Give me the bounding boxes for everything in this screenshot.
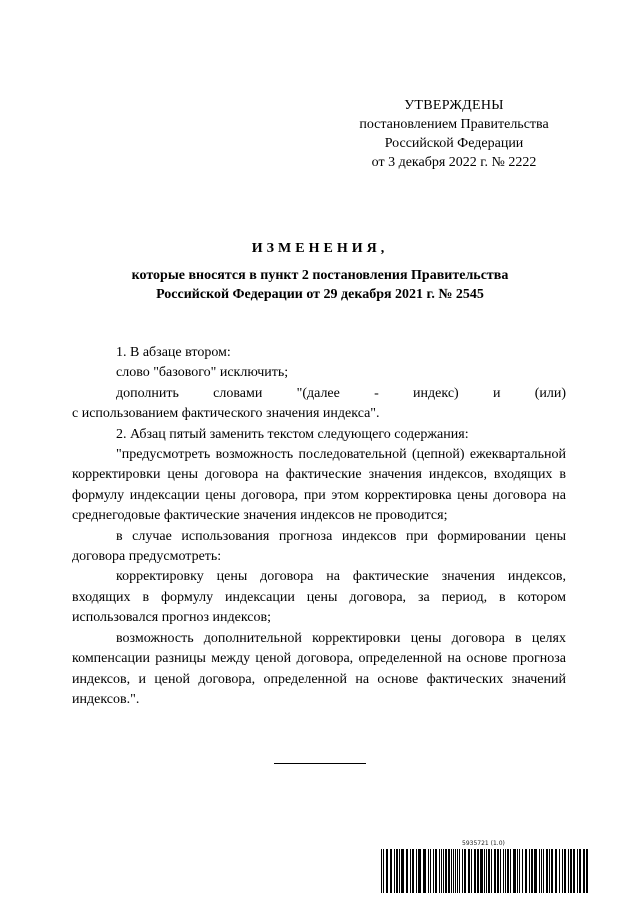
approval-heading: УТВЕРЖДЕНЫ xyxy=(404,98,504,113)
barcode-icon xyxy=(380,849,590,893)
paragraph: слово "базового" исключить; xyxy=(116,365,289,381)
document-body xyxy=(72,343,566,710)
subtitle-line: Российской Федерации от 29 декабря 2021 г. № 2545 xyxy=(156,287,484,302)
document-subtitle xyxy=(70,266,570,304)
paragraph: возможность дополнительной корректировки цены договора в целях компенсации разницы между ценой договора, определенной на основе прогноза индексов, и ценой договора, определенной на основе фактических значений индексов.". xyxy=(72,630,566,707)
approval-date-number: от 3 декабря 2022 г. № 2222 xyxy=(371,155,537,170)
paragraph: "предусмотреть возможность последовательной (цепной) ежеквартальной корректировки цены договора на фактические значения индексов, входящих в формулу индексации цены договора, при этом корректировка цены договора на среднегодовые фактические значения индексов не проводится; xyxy=(72,447,566,524)
paragraph: в случае использования прогноза индексов при формировании цены договора предусмотреть: xyxy=(72,528,566,565)
subtitle-line: которые вносятся в пункт 2 постановления Правительства xyxy=(131,268,509,283)
approval-line: постановлением Правительства xyxy=(359,117,549,132)
paragraph: корректировку цены договора на фактические значения индексов, входящих в формулу индексации цены договора, за период, в котором использовался прогноз индексов; xyxy=(72,569,566,626)
paragraph: 1. В абзаце втором: xyxy=(116,345,231,360)
paragraph: дополнить словами "(далее - индекс) и (или) xyxy=(116,385,566,401)
document-title: ИЗМЕНЕНИЯ, xyxy=(251,241,389,256)
paragraph: 2. Абзац пятый заменить текстом следующего содержания: xyxy=(116,426,469,442)
end-separator-line xyxy=(274,763,366,764)
approval-line: Российской Федерации xyxy=(384,136,524,151)
document-code: 5935721 (1.0) xyxy=(462,840,505,847)
paragraph: с использованием фактического значения индекса". xyxy=(72,406,380,422)
approval-block xyxy=(320,96,588,172)
